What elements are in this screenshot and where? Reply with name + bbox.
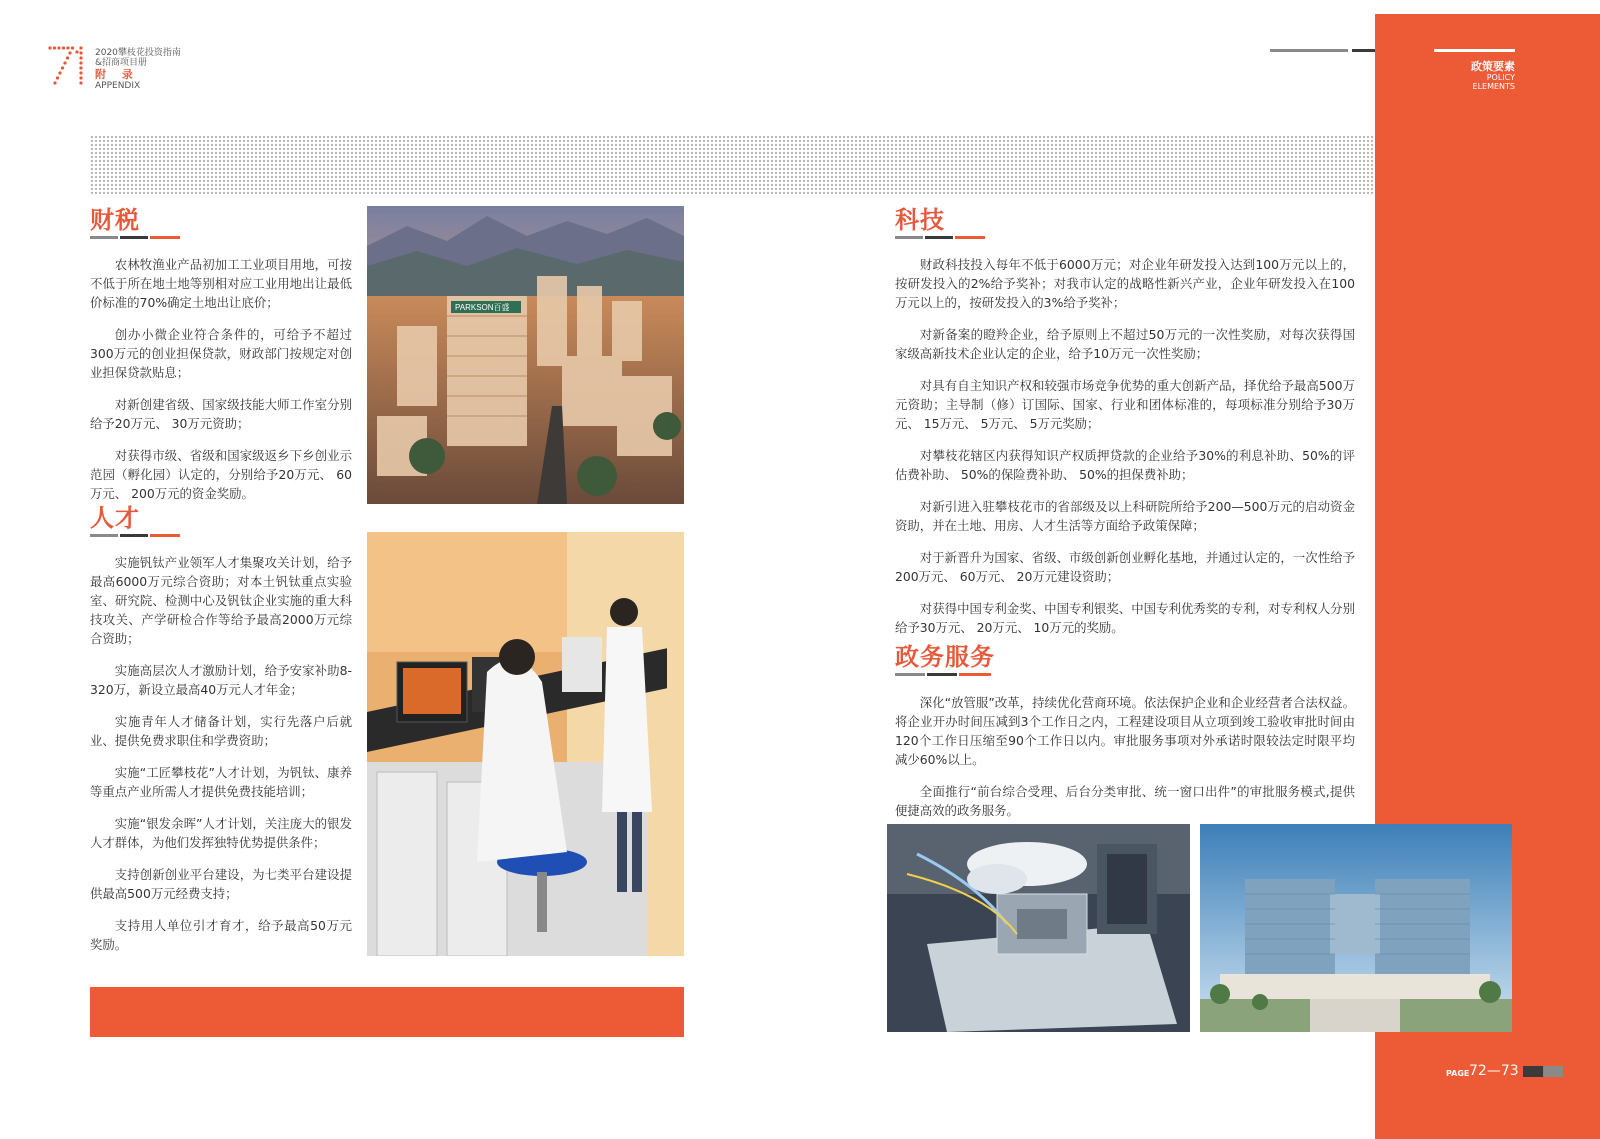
side-tab-label-en-2: ELEMENTS — [1472, 82, 1515, 91]
header-title-line1: 2020攀枝花投资指南 — [95, 48, 181, 58]
talent-text — [90, 553, 352, 967]
government-service-paragraph: 全面推行“前台综合受理、后台分类审批、统一窗口出件”的审批服务模式,提供便捷高效的政务服务。 — [895, 784, 1355, 818]
bottom-accent-bar — [90, 987, 684, 1037]
precision-machinery-photo — [887, 824, 1190, 1032]
technology-paragraph: 对于新晋升为国家、省级、市级创新创业孵化基地，并通过认定的，一次性给予200万元、 60万元、 20万元建设资助； — [895, 550, 1355, 584]
technology-paragraph: 对具有自主知识产权和较强市场竞争优势的重大创新产品，择优给予最高500万元资助；主导制（修）订国际、国家、行业和团体标准的，每项标准分别给予30万元、 15万元、 5万元、 5万元奖励； — [895, 378, 1355, 431]
section-title-finance-tax: 财税 — [90, 206, 140, 234]
finance-tax-text — [90, 255, 352, 516]
dotted-pattern-band — [90, 135, 1375, 195]
side-tab-label-cn: 政策要素 — [1471, 60, 1515, 73]
title-underline — [895, 236, 985, 239]
parkson-sign: PARKSON百盛 — [455, 303, 510, 312]
talent-paragraph: 实施钒钛产业领军人才集聚攻关计划，给予最高6000万元综合资助；对本土钒钛重点实验室、研究院、检测中心及钒钛企业实施的重大科技攻关、产学研检合作等给予最高2000万元综合资助； — [90, 555, 352, 646]
talent-paragraph: 实施“银发余晖”人才计划，关注庞大的银发人才群体，为他们发挥独特优势提供条件； — [90, 816, 352, 850]
laboratory-photo — [367, 532, 684, 956]
government-service-text — [895, 693, 1355, 833]
header-appendix-cn: 附 录 — [95, 68, 139, 81]
header-appendix-en: APPENDIX — [95, 81, 141, 91]
technology-paragraph: 对攀枝花辖区内获得知识产权质押贷款的企业给予30%的利息补助、50%的评估费补助、 50%的保险费补助、 50%的担保费补助； — [895, 448, 1355, 482]
top-divider-light — [1270, 49, 1348, 52]
talent-paragraph: 实施青年人才储备计划，实行先落户后就业、提供免费求职住和学费资助； — [90, 714, 352, 748]
page-numbers: 72—73 — [1469, 1063, 1519, 1079]
header-title-line2: &招商项目册 — [95, 58, 148, 68]
technology-paragraph: 对新引进入驻攀枝花市的省部级及以上科研院所给予200—500万元的启动资金资助，并在土地、用房、人才生活等方面给予政策保障； — [895, 499, 1355, 533]
talent-paragraph: 支持创新创业平台建设，为七类平台建设提供最高500万元经费支持； — [90, 867, 352, 901]
technology-paragraph: 对新备案的瞪羚企业，给予原则上不超过50万元的一次性奖励，对每次获得国家级高新技术企业认定的企业，给予10万元一次性奖励； — [895, 327, 1355, 361]
page-number-blocks — [1523, 1066, 1563, 1077]
logo-71-dotted-mark — [48, 46, 90, 86]
finance-tax-paragraph: 创办小微企业符合条件的，可给予不超过300万元的创业担保贷款，财政部门按规定对创业担保贷款贴息； — [90, 327, 352, 380]
section-title-government-service: 政务服务 — [895, 643, 995, 671]
government-building-rendering — [1200, 824, 1512, 1032]
talent-paragraph: 实施“工匠攀枝花”人才计划，为钒钛、康养等重点产业所需人才提供免费技能培训； — [90, 765, 352, 799]
section-title-technology: 科技 — [895, 206, 945, 234]
technology-text — [895, 255, 1355, 650]
city-aerial-photo — [367, 206, 684, 504]
section-title-talent: 人才 — [90, 504, 140, 532]
government-service-paragraph: 深化“放管服”改革，持续优化营商环境。依法保护企业和企业经营者合法权益。将企业开办时间压减到3个工作日之内，工程建设项目从立项到竣工验收审批时间由120个工作日压缩至90个工作日以内。审批服务事项对外承诺时限较法定时限平均减少60%以上。 — [895, 695, 1355, 767]
finance-tax-paragraph: 农林牧渔业产品初加工工业项目用地，可按不低于所在地土地等别相对应工业用地出让最低价标准的70%确定土地出让底价； — [90, 257, 352, 310]
technology-paragraph: 财政科技投入每年不低于6000万元；对企业年研发投入达到100万元以上的，按研发投入的2%给予奖补；对我市认定的战略性新兴产业，企业年研发投入在100万元以上的，按研发投入的3%给予奖补； — [895, 257, 1355, 310]
page-label: PAGE — [1446, 1069, 1470, 1078]
top-divider-white — [1434, 49, 1515, 52]
finance-tax-paragraph: 对新创建省级、国家级技能大师工作室分别给予20万元、 30万元资助； — [90, 397, 352, 431]
talent-paragraph: 实施高层次人才激励计划，给予安家补助8-320万，新设立最高40万元人才年金； — [90, 663, 352, 697]
side-tab-label-en-1: POLICY — [1486, 73, 1515, 82]
title-underline — [90, 534, 180, 537]
title-underline — [90, 236, 180, 239]
title-underline — [895, 673, 991, 676]
finance-tax-paragraph: 对获得市级、省级和国家级返乡下乡创业示范园（孵化园）认定的，分别给予20万元、 60万元、 200万元的资金奖励。 — [90, 448, 352, 501]
technology-paragraph: 对获得中国专利金奖、中国专利银奖、中国专利优秀奖的专利，对专利权人分别给予30万元、 20万元、 10万元的奖励。 — [895, 601, 1355, 635]
talent-paragraph: 支持用人单位引才育才，给予最高50万元奖励。 — [90, 918, 352, 952]
